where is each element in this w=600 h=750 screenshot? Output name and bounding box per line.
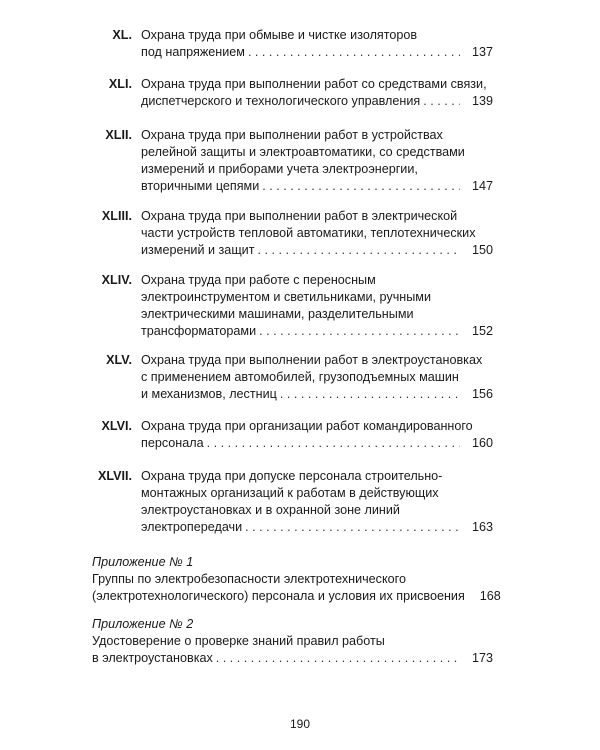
page-ref: 173 xyxy=(471,651,493,665)
entry-last-text: и механизмов, лестниц xyxy=(141,387,277,401)
entry-last-line xyxy=(141,386,493,403)
entry-last-line xyxy=(141,44,493,61)
entry-text xyxy=(141,27,493,61)
entry-last-text: под напряжением xyxy=(141,45,245,59)
leader-dots xyxy=(207,435,460,452)
section-number: XLI. xyxy=(108,77,132,91)
entry-last-line xyxy=(141,242,493,259)
entry-line: Удостоверение о проверке знаний правил работы xyxy=(92,634,385,648)
entry-last-text: персонала xyxy=(141,436,204,450)
page-ref: 163 xyxy=(471,520,493,534)
entry-line: с применением автомобилей, грузоподъемных машин xyxy=(141,370,459,384)
page-ref: 150 xyxy=(471,243,493,257)
entry-last-text: измерений и защит xyxy=(141,243,255,257)
entry-last-text: трансформаторами xyxy=(141,324,257,338)
section-number: XL. xyxy=(112,28,132,42)
leader-dots xyxy=(257,242,460,259)
entry-line: Охрана труда при организации работ командированного xyxy=(141,419,473,433)
appendix-title: Приложение № 2 xyxy=(92,617,194,631)
entry-line: Охрана труда при выполнении работ в электрической xyxy=(141,209,458,223)
entry-line: измерений и приборами учета электроэнергии, xyxy=(141,162,418,176)
entry-line: части устройств тепловой автоматики, теплотехнических xyxy=(141,226,476,240)
entry-last-text: электропередачи xyxy=(141,520,243,534)
entry-line: Охрана труда при выполнении работ со средствами связи, xyxy=(141,77,487,91)
page-number: 190 xyxy=(289,717,311,731)
section-number: XLIII. xyxy=(101,209,132,223)
entry-line: электроинструментом и светильниками, ручными xyxy=(141,290,431,304)
entry-last-line xyxy=(141,435,493,452)
page-ref: 168 xyxy=(479,589,501,603)
page-ref: 156 xyxy=(471,387,493,401)
section-number: XLV. xyxy=(106,353,132,367)
entry-text xyxy=(141,76,493,110)
entry-text xyxy=(141,208,493,259)
entry-line: Группы по электробезопасности электротехнического xyxy=(92,572,406,586)
section-number: XLVII. xyxy=(97,469,132,483)
section-number: XLIV. xyxy=(101,273,132,287)
leader-dots xyxy=(280,386,460,403)
leader-dots xyxy=(245,519,460,536)
entry-line: электрическими машинами, разделительными xyxy=(141,307,414,321)
entry-line: Охрана труда при допуске персонала строительно- xyxy=(141,469,443,483)
entry-text xyxy=(141,127,493,195)
section-number: XLII. xyxy=(105,128,132,142)
entry-line: монтажных организаций к работам в действующих xyxy=(141,486,439,500)
section-number: XLVI. xyxy=(101,419,132,433)
entry-last-text: в электроустановках xyxy=(92,651,213,665)
entry-line: Охрана труда при выполнении работ в устройствах xyxy=(141,128,443,142)
leader-dots xyxy=(216,650,460,667)
entry-last-text: диспетчерского и технологического управления xyxy=(141,94,421,108)
appendix-entry xyxy=(92,616,493,667)
page-ref: 139 xyxy=(471,94,493,108)
appendix-entry xyxy=(92,554,501,605)
leader-dots xyxy=(423,93,460,110)
entry-text xyxy=(141,352,493,403)
entry-line: релейной защиты и электроавтоматики, со средствами xyxy=(141,145,465,159)
entry-line: Охрана труда при выполнении работ в электроустановках xyxy=(141,353,483,367)
entry-line: электроустановках и в охранной зоне линий xyxy=(141,503,400,517)
page-ref: 152 xyxy=(471,324,493,338)
entry-last-line xyxy=(141,93,493,110)
appendix-title: Приложение № 1 xyxy=(92,555,194,569)
page-ref: 137 xyxy=(471,45,493,59)
leader-dots xyxy=(248,44,460,61)
leader-dots xyxy=(262,178,460,195)
entry-last-line xyxy=(141,323,493,340)
entry-last-line xyxy=(92,588,501,605)
entry-text xyxy=(141,418,493,452)
entry-line: Охрана труда при обмыве и чистке изоляторов xyxy=(141,28,418,42)
entry-line: Охрана труда при работе с переносным xyxy=(141,273,376,287)
entry-last-text: (электротехнологического) персонала и условия их присвоения xyxy=(92,589,465,603)
entry-text xyxy=(141,272,493,340)
entry-last-line xyxy=(92,650,493,667)
entry-text xyxy=(141,468,493,536)
page-ref: 147 xyxy=(471,179,493,193)
leader-dots xyxy=(259,323,460,340)
entry-last-line xyxy=(141,178,493,195)
page-ref: 160 xyxy=(471,436,493,450)
entry-last-line xyxy=(141,519,493,536)
entry-last-text: вторичными цепями xyxy=(141,179,260,193)
